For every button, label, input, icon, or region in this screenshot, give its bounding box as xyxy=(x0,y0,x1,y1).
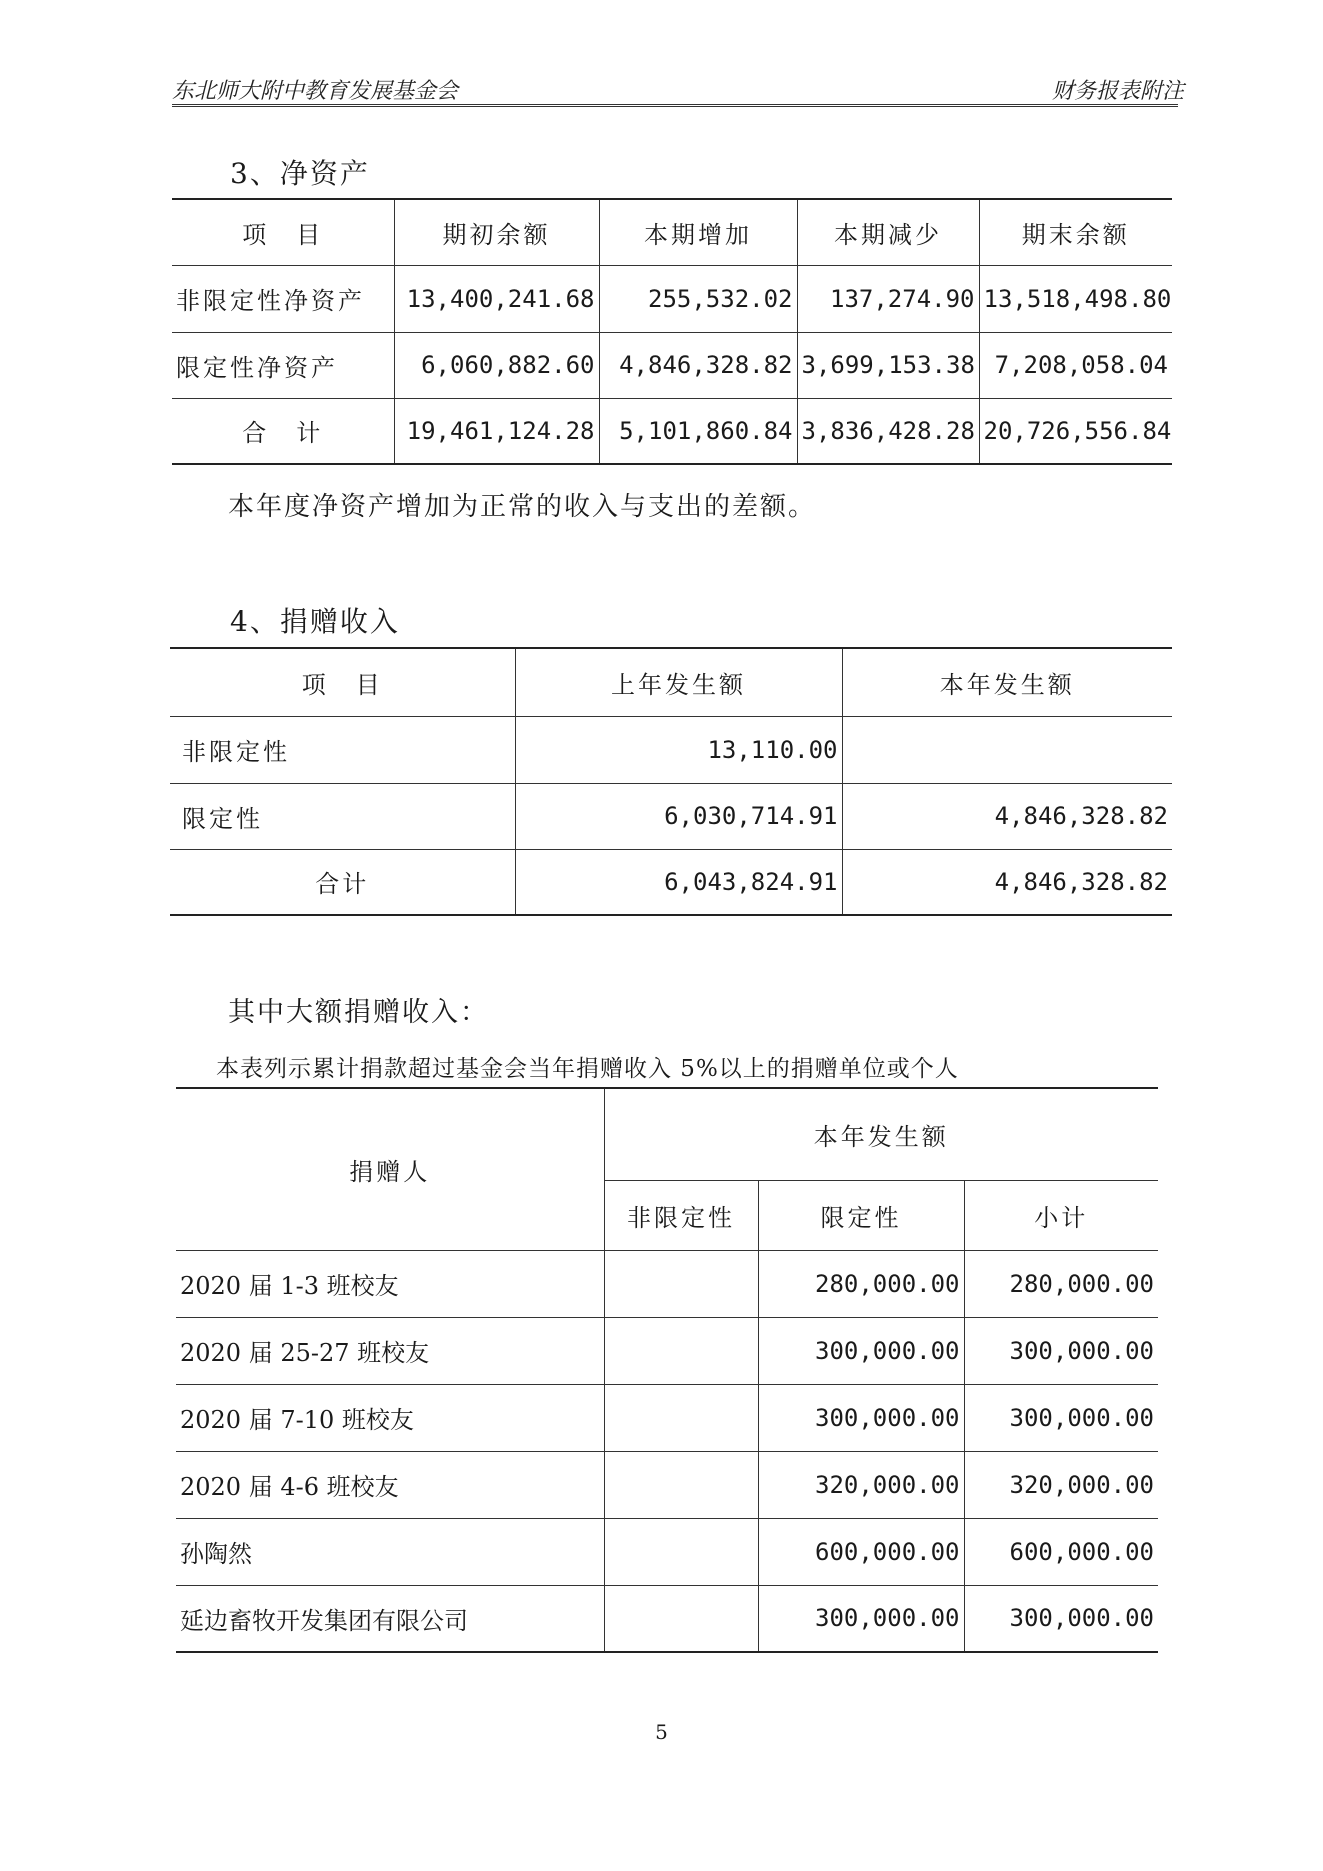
column-header: 本年发生额 xyxy=(842,648,1172,716)
table-row xyxy=(176,1518,1158,1585)
column-header: 项 目 xyxy=(170,648,515,716)
table-cell: 20,726,556.84 xyxy=(979,398,1172,464)
table-header-row xyxy=(172,199,1172,265)
row-label: 限定性 xyxy=(170,783,515,849)
table-cell xyxy=(604,1384,758,1451)
large-donations-caption: 本表列示累计捐款超过基金会当年捐赠收入 5%以上的捐赠单位或个人 xyxy=(216,1056,959,1082)
table-cell: 280,000.00 xyxy=(964,1250,1158,1317)
group-column-header: 本年发生额 xyxy=(604,1088,1158,1180)
table-row xyxy=(176,1585,1158,1652)
table-cell: 300,000.00 xyxy=(964,1317,1158,1384)
table-cell: 6,030,714.91 xyxy=(515,783,842,849)
table-row xyxy=(176,1250,1158,1317)
table-cell: 280,000.00 xyxy=(758,1250,964,1317)
table-row xyxy=(176,1384,1158,1451)
table-cell: 600,000.00 xyxy=(758,1518,964,1585)
table-cell: 7,208,058.04 xyxy=(979,332,1172,398)
donor-name: 2020 届 1-3 班校友 xyxy=(176,1250,604,1317)
table-cell xyxy=(604,1451,758,1518)
header-rule xyxy=(172,104,1178,107)
table-cell: 300,000.00 xyxy=(758,1585,964,1652)
donor-name: 延边畜牧开发集团有限公司 xyxy=(176,1585,604,1652)
net-assets-note: 本年度净资产增加为正常的收入与支出的差额。 xyxy=(228,492,817,522)
table-cell: 19,461,124.28 xyxy=(394,398,599,464)
table-cell: 6,060,882.60 xyxy=(394,332,599,398)
table-cell xyxy=(604,1585,758,1652)
table-total-row xyxy=(172,398,1172,464)
column-header: 期末余额 xyxy=(979,199,1172,265)
table-total-row xyxy=(170,849,1172,915)
table-cell: 3,836,428.28 xyxy=(797,398,979,464)
table-cell: 5,101,860.84 xyxy=(599,398,797,464)
section3-title: 3、净资产 xyxy=(230,157,370,190)
table-cell: 255,532.02 xyxy=(599,265,797,332)
table-cell xyxy=(842,716,1172,783)
net-assets-table xyxy=(172,198,1172,465)
table-cell: 300,000.00 xyxy=(964,1585,1158,1652)
large-donations-table xyxy=(176,1087,1158,1653)
column-header: 上年发生额 xyxy=(515,648,842,716)
table-cell: 137,274.90 xyxy=(797,265,979,332)
table-cell: 600,000.00 xyxy=(964,1518,1158,1585)
table-row xyxy=(170,716,1172,783)
table-cell: 6,043,824.91 xyxy=(515,849,842,915)
header-organization: 东北师大附中教育发展基金会 xyxy=(172,79,459,104)
table-row xyxy=(172,332,1172,398)
table-cell: 4,846,328.82 xyxy=(842,849,1172,915)
header-document-title: 财务报表附注 xyxy=(1052,79,1185,104)
table-cell xyxy=(604,1250,758,1317)
table-cell: 300,000.00 xyxy=(758,1384,964,1451)
table-cell: 13,110.00 xyxy=(515,716,842,783)
table-cell: 13,518,498.80 xyxy=(979,265,1172,332)
donor-name: 2020 届 25-27 班校友 xyxy=(176,1317,604,1384)
table-header-row xyxy=(176,1088,1158,1180)
donor-name: 2020 届 7-10 班校友 xyxy=(176,1384,604,1451)
large-donations-title: 其中大额捐赠收入： xyxy=(228,997,489,1028)
table-row xyxy=(170,783,1172,849)
table-cell: 320,000.00 xyxy=(758,1451,964,1518)
row-label: 合 计 xyxy=(172,398,394,464)
column-header: 非限定性 xyxy=(604,1180,758,1250)
table-row xyxy=(176,1317,1158,1384)
table-cell: 320,000.00 xyxy=(964,1451,1158,1518)
table-row xyxy=(176,1451,1158,1518)
column-header: 项 目 xyxy=(172,199,394,265)
table-header-row xyxy=(170,648,1172,716)
table-cell xyxy=(604,1317,758,1384)
table-cell: 4,846,328.82 xyxy=(599,332,797,398)
column-header: 小计 xyxy=(964,1180,1158,1250)
table-row xyxy=(172,265,1172,332)
column-header: 限定性 xyxy=(758,1180,964,1250)
section4-title: 4、捐赠收入 xyxy=(230,605,400,638)
column-header: 期初余额 xyxy=(394,199,599,265)
column-header: 本期减少 xyxy=(797,199,979,265)
table-cell: 300,000.00 xyxy=(964,1384,1158,1451)
table-cell: 4,846,328.82 xyxy=(842,783,1172,849)
row-label: 限定性净资产 xyxy=(172,332,394,398)
row-label: 合计 xyxy=(170,849,515,915)
donor-name: 2020 届 4-6 班校友 xyxy=(176,1451,604,1518)
table-cell xyxy=(604,1518,758,1585)
table-cell: 3,699,153.38 xyxy=(797,332,979,398)
donation-income-table xyxy=(170,647,1172,916)
donor-column-header: 捐赠人 xyxy=(176,1088,604,1250)
donor-name: 孙陶然 xyxy=(176,1518,604,1585)
row-label: 非限定性净资产 xyxy=(172,265,394,332)
row-label: 非限定性 xyxy=(170,716,515,783)
column-header: 本期增加 xyxy=(599,199,797,265)
table-cell: 300,000.00 xyxy=(758,1317,964,1384)
table-cell: 13,400,241.68 xyxy=(394,265,599,332)
page-number: 5 xyxy=(655,1720,668,1744)
